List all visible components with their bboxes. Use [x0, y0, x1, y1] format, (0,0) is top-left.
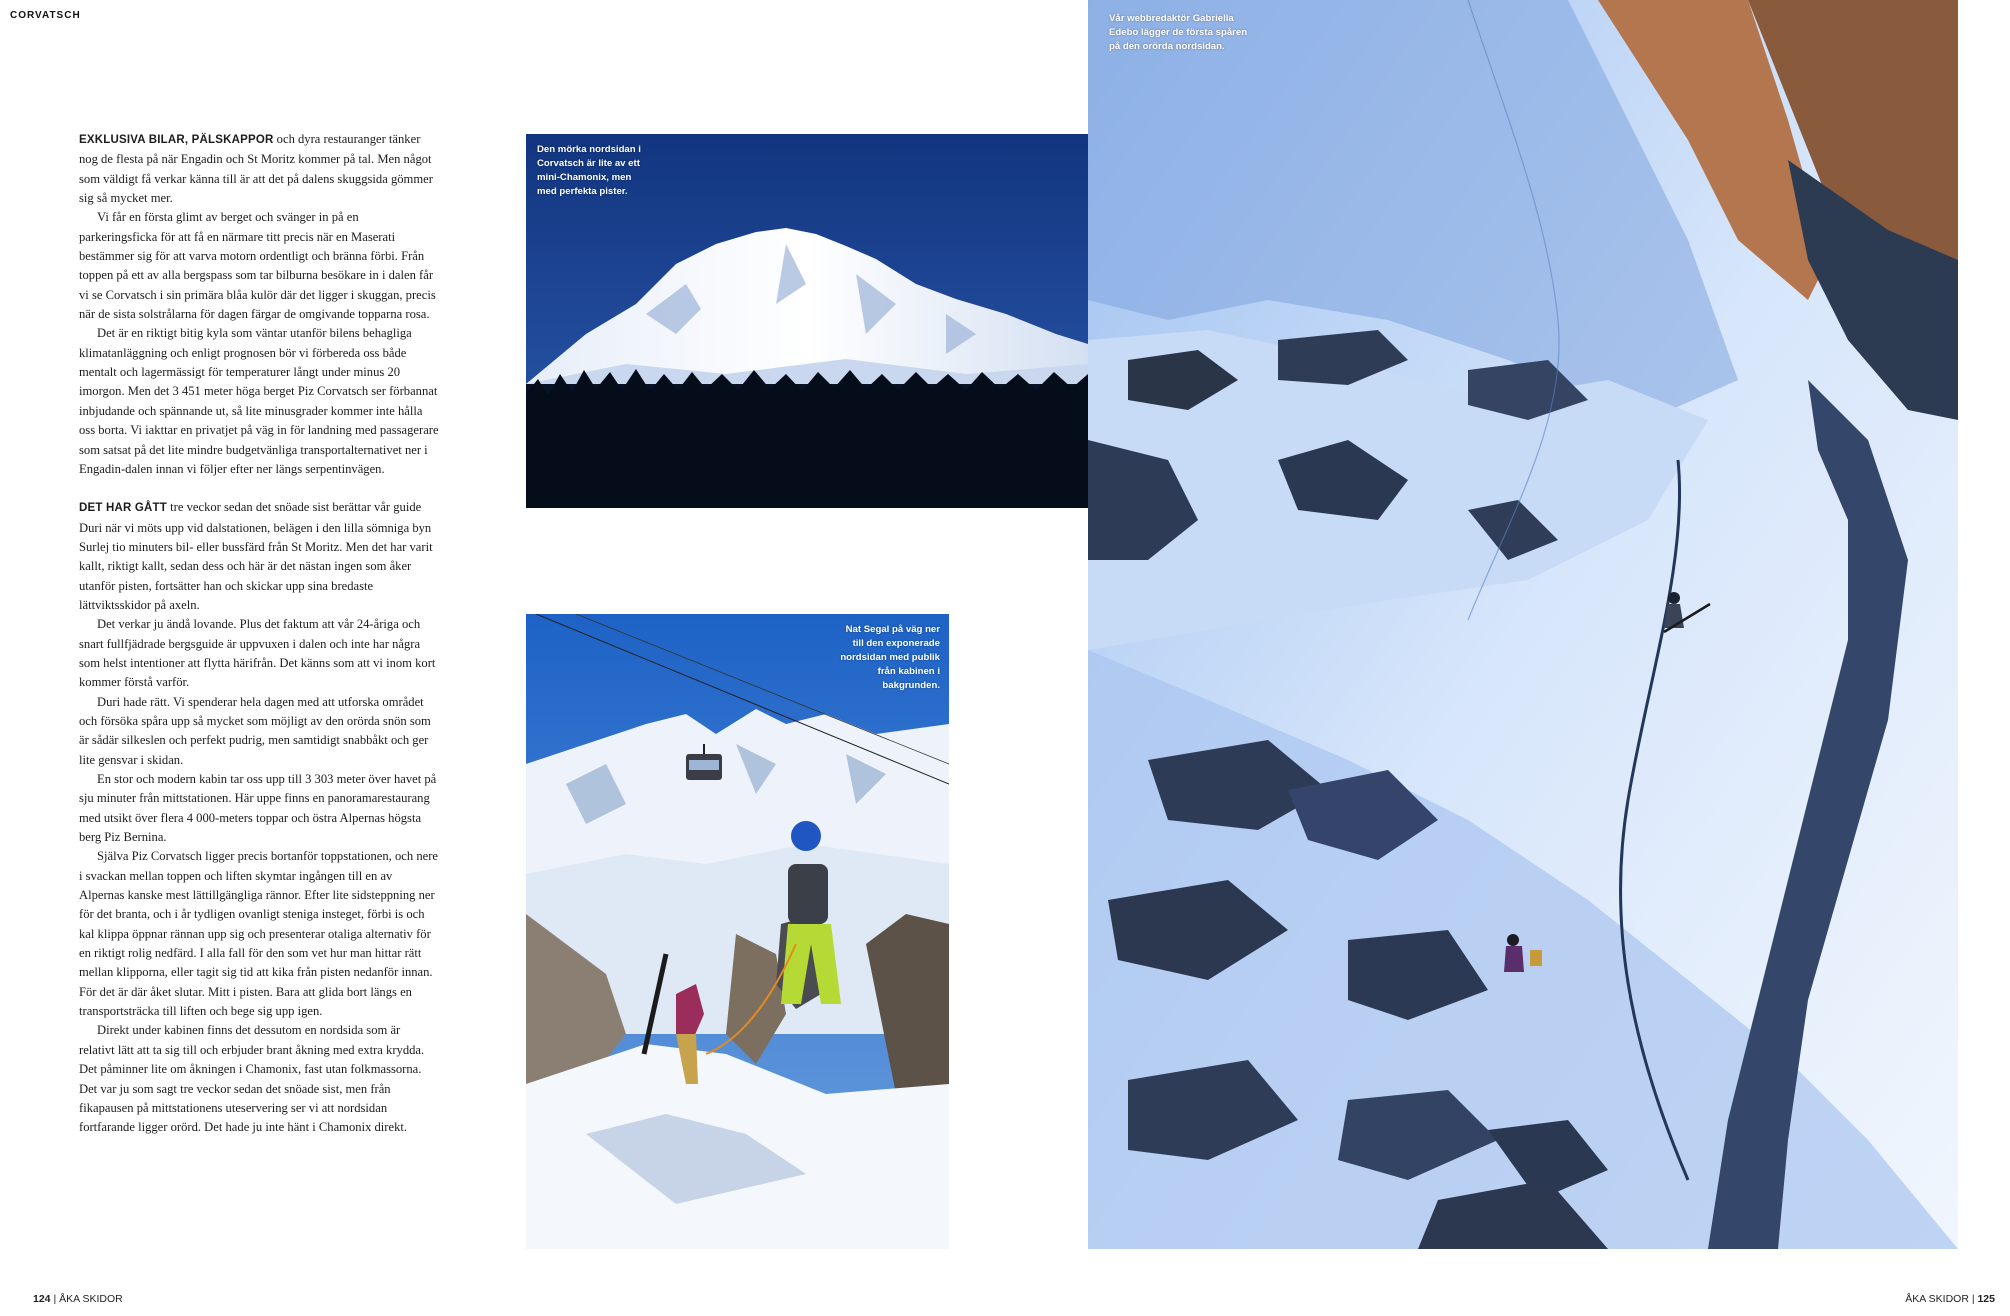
- paragraph-5: Det verkar ju ändå lovande. Plus det faktum att vår 24-åriga och snart fullfjädrade bergsguide är uppvuxen i dalen och inte har några som helst intentioner att flytta härifrån. Det känns som att vi inom kort kommer förstå varför.: [79, 617, 436, 690]
- paragraph-3: Det är en riktigt bitig kyla som väntar utanför bilens behagliga klimatanläggning och enligt prognosen bör vi förbereda oss både mentalt och lagermässigt för temperaturer långt under minus 20 imorgon. Men det 3 451 meter höga berget Piz Corvatsch ser förbannat inbjudande och spännande ut, så lite minusgrader kommer inte hålla oss borta. Vi iakttar en privatjet på väg in för landning med passagerare som satsat på det lite mindre budgetvänliga transportalternativet ner i Engadin-dalen innan vi följer efter ner längs serpentinvägen.: [79, 326, 439, 476]
- article-body: [79, 130, 439, 1138]
- north-face-caption: Vår webbredaktör Gabriella Edebo lägger de första spåren på den orörda nordsidan.: [1109, 13, 1248, 52]
- magazine-name-left: ÅKA SKIDOR: [59, 1293, 123, 1305]
- kicker-1: EXKLUSIVA BILAR, PÄLSKAPPOR: [79, 134, 274, 146]
- magazine-name-right: ÅKA SKIDOR: [1905, 1293, 1969, 1305]
- paragraph-8: Själva Piz Corvatsch ligger precis bortanför toppstationen, och nere i svackan mellan toppen och liften skymtar ingången till en av Alpernas kanske mest lättillgängliga rännor. Efter lite sidsteppning ner för det branta, och i år tydligen ovanligt steniga insteget, förbi is och kal klippa öppnar rännan upp sig och presenterar otaliga alternativ för en riktigt rolig nedfärd. I alla fall för den som vet hur man hittar rätt mellan klipporna, eller tagit sig tid att kika från pisten nedanför innan. För det är där åket slutar. Mitt i pisten. Bara att glida bort längs en transportsträcka till liften och bege sig upp igen.: [79, 849, 438, 1019]
- north-face-photo: [1088, 0, 1958, 1249]
- folio-right: ÅKA SKIDOR | 125: [1905, 1293, 1995, 1305]
- page-number-left: 124: [33, 1293, 51, 1305]
- kicker-2: DET HAR GÅTT: [79, 502, 168, 515]
- climber-photo: [526, 614, 949, 1249]
- page-number-right: 125: [1977, 1293, 1995, 1305]
- paragraph-7: En stor och modern kabin tar oss upp till 3 303 meter över havet på sju minuter från mittstationen. Här uppe finns en panoramarestaurang med utsikt över flera 4 000-meters toppar och östra Alpernas högsta berg Piz Bernina.: [79, 772, 437, 845]
- folio-left: 124 | ÅKA SKIDOR: [33, 1293, 123, 1305]
- mountain-caption: Den mörka nordsidan i Corvatsch är lite av ett mini-Chamonix, men med perfekta pister.: [537, 144, 641, 197]
- paragraph-1: EXKLUSIVA BILAR, PÄLSKAPPOR och dyra restauranger tänker nog de flesta på när Engadin och St Moritz kommer på tal. Men något som väldigt få verkar känna till är att det på dalens skuggsida gömmer sig så mycket mer.: [79, 132, 433, 206]
- paragraph-6: Duri hade rätt. Vi spenderar hela dagen med att utforska området och försöka spåra upp så mycket som möjligt av den orörda snön som är sådär silkeslen och perfekt pudrig, men samtidigt snabbåkt och ger lite gensvar i skidan.: [79, 694, 431, 767]
- paragraph-9: Direkt under kabinen finns det dessutom en nordsida som är relativt lätt att ta sig till och erbjuder brant åkning med extra krydda. Det påminner lite om åkningen i Chamonix, fast utan folkmassorna. Det var ju som sagt tre veckor sedan det snöade sist, men från fikapausen på mittstationens uteservering ser vi att nordsidan fortfarande ligger orörd. Det hade ju inte hänt i Chamonix direkt.: [79, 1023, 425, 1135]
- section-tag: CORVATSCH: [10, 10, 81, 21]
- paragraph-4: DET HAR GÅTT tre veckor sedan det snöade sist berättar vår guide Duri när vi möts upp vid dalstationen, belägen i den lilla sömniga byn Surlej tio minuters bil- eller bussfärd från St Moritz. Men det har varit kallt, riktigt kallt, sedan dess och här är det nästan ingen som åker utanför pisten, fortsätter han och skickar upp sina bredaste lättviktsskidor på axeln.: [79, 500, 433, 612]
- paragraph-2: Vi får en första glimt av berget och svänger in på en parkeringsficka för att få en närmare titt precis när en Maserati bestämmer sig för att varva motorn ordentligt och bränna förbi. Från toppen på ett av alla bergspass som tar bilburna besökare in i dalen får vi se Corvatsch i sin primära blåa kulör där det ligger i skuggan, precis när de sista solstrålarna för dagen färgar de omgivande topparna rosa.: [79, 210, 436, 322]
- climber-caption: Nat Segal på väg ner till den exponerade nordsidan med publik från kabinen i bakgrunden.: [840, 624, 940, 691]
